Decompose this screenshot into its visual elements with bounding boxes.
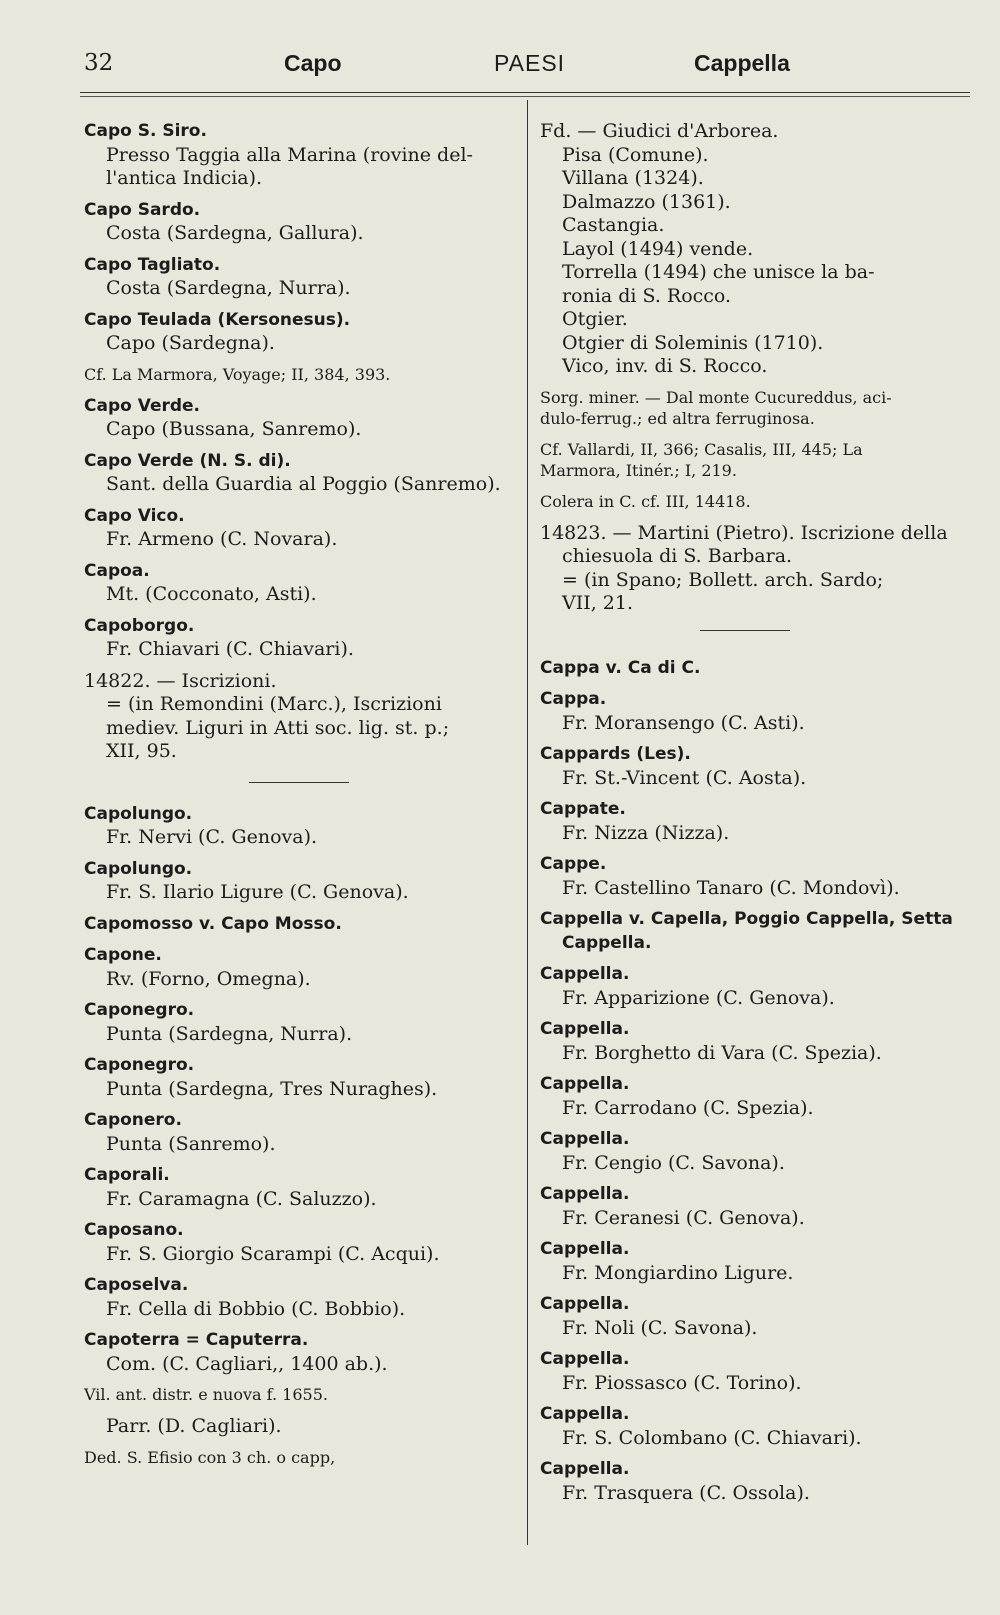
- gazetteer-entry: [84, 120, 514, 191]
- entry-heading: Capo Vico.: [84, 505, 185, 526]
- entry-heading: Cappella v. Capella, Poggio Cappella, Setta: [540, 909, 953, 929]
- entry-heading: Cappella.: [540, 1459, 630, 1479]
- entry-line: l'antica Indicia).: [106, 167, 263, 189]
- entry-heading: Capo Teulada (Kersonesus).: [84, 309, 351, 330]
- entry-line: Cappella.: [562, 932, 652, 953]
- gazetteer-entry: [540, 1183, 972, 1230]
- right-running-title: Cappella: [694, 50, 790, 76]
- reference-note: Vil. ant. distr. e nuova f. 1655.: [84, 1385, 328, 1404]
- feudatario-line: ronia di S. Rocco.: [562, 284, 732, 307]
- feudatario-line: Otgier.: [562, 308, 628, 330]
- gazetteer-entry: [540, 657, 972, 681]
- header-rule: [80, 92, 970, 93]
- feudatario-line: Layol (1494) vende.: [562, 237, 754, 260]
- entry-heading: Cappate.: [540, 799, 626, 819]
- entry-line: Fr. Ceranesi (C. Genova).: [562, 1206, 805, 1229]
- inscription-line: = (in Spano; Bollett. arch. Sardo;: [562, 568, 884, 591]
- entry-heading: Capo Sardo.: [84, 199, 201, 220]
- gazetteer-entry: [540, 688, 972, 735]
- entry-line: Fr. Nizza (Nizza).: [562, 821, 730, 844]
- reference-note: dulo-ferrug.; ed altra ferruginosa.: [540, 408, 815, 428]
- gazetteer-entry: [84, 560, 514, 607]
- gazetteer-entry: [540, 1458, 972, 1505]
- entry-heading: Capo Verde (N. S. di).: [84, 450, 291, 471]
- gazetteer-entry: [84, 803, 514, 850]
- entry-line: Costa (Sardegna, Nurra).: [106, 277, 351, 299]
- entry-line: Com. (C. Cagliari,, 1400 ab.).: [106, 1352, 388, 1375]
- gazetteer-entry: [84, 254, 514, 301]
- gazetteer-entry: [540, 798, 972, 845]
- inscription-line: 14822. — Iscrizioni.: [84, 669, 277, 692]
- gazetteer-entry: [84, 1219, 514, 1266]
- entry-line: Capo (Sardegna).: [106, 332, 275, 354]
- entry-heading: Capoborgo.: [84, 615, 195, 636]
- gazetteer-entry: [84, 615, 514, 662]
- entry-line: Fr. Caramagna (C. Saluzzo).: [106, 1187, 377, 1210]
- entry-heading: Cappella.: [540, 1349, 630, 1369]
- entry-line: Fr. S. Colombano (C. Chiavari).: [562, 1426, 862, 1449]
- feudatario-line: Dalmazzo (1361).: [562, 190, 731, 213]
- reference-note: Marmora, Itinér.; I, 219.: [540, 460, 737, 480]
- gazetteer-entry: [540, 853, 972, 900]
- entry-heading: Cappella.: [540, 1184, 630, 1204]
- running-header: [84, 50, 964, 86]
- entry-line: Capo (Bussana, Sanremo).: [106, 418, 362, 440]
- feudatario-line: Pisa (Comune).: [562, 143, 709, 166]
- reference-note: Cf. Vallardi, II, 366; Casalis, III, 445; La: [540, 439, 863, 459]
- entry-line: Fr. Trasquera (C. Ossola).: [562, 1481, 810, 1504]
- entry-line: Fr. S. Giorgio Scarampi (C. Acqui).: [106, 1242, 440, 1265]
- feudatario-line: Vico, inv. di S. Rocco.: [562, 355, 768, 377]
- inscription-line: = (in Remondini (Marc.), Iscrizioni: [106, 693, 442, 715]
- gazetteer-entry: [84, 944, 514, 991]
- gazetteer-entry: [84, 1054, 514, 1101]
- page-number: 32: [84, 50, 114, 76]
- entry-line: Costa (Sardegna, Gallura).: [106, 222, 364, 244]
- reference-note: Ded. S. Efisio con 3 ch. o capp,: [84, 1447, 336, 1467]
- gazetteer-entry: [540, 1073, 972, 1120]
- entry-heading: Caposano.: [84, 1220, 184, 1240]
- entry-heading: Capo Tagliato.: [84, 254, 221, 275]
- right-notes: [540, 387, 972, 512]
- entry-line: Sant. della Guardia al Poggio (Sanremo).: [106, 473, 501, 495]
- entry-heading: Capolungo.: [84, 803, 193, 824]
- gazetteer-entry: [84, 858, 514, 905]
- entry-line: Fr. Apparizione (C. Genova).: [562, 986, 835, 1009]
- entry-line: Rv. (Forno, Omegna).: [106, 967, 311, 990]
- gazetteer-entry: [84, 1415, 514, 1439]
- entry-heading: Capo Verde.: [84, 395, 201, 416]
- entry-line: Fr. Cengio (C. Savona).: [562, 1151, 785, 1174]
- entry-line: Punta (Sardegna, Nurra).: [106, 1022, 353, 1045]
- gazetteer-entry: [540, 1348, 972, 1395]
- feudatario-line: Villana (1324).: [562, 167, 704, 189]
- gazetteer-entry: [84, 1329, 514, 1376]
- entry-line: Fr. Armeno (C. Novara).: [106, 528, 338, 550]
- entry-heading: Caponegro.: [84, 1000, 195, 1020]
- entry-line: Fr. Noli (C. Savona).: [562, 1316, 758, 1339]
- gazetteer-entry: [540, 1403, 972, 1450]
- entry-heading: Caporali.: [84, 1165, 170, 1185]
- inscription-line: 14823. — Martini (Pietro). Iscrizione della: [540, 521, 948, 544]
- entry-heading: Caposelva.: [84, 1275, 189, 1295]
- gazetteer-entry: [84, 450, 514, 497]
- entry-line: Fr. Moransengo (C. Asti).: [562, 711, 805, 734]
- inscription-14822: [84, 670, 514, 764]
- entry-line: Fr. Castellino Tanaro (C. Mondovì).: [562, 876, 900, 899]
- gazetteer-entry: [84, 309, 514, 356]
- entry-heading: Cappe.: [540, 854, 607, 874]
- gazetteer-entry: [540, 963, 972, 1010]
- entry-heading: Capoterra = Caputerra.: [84, 1330, 309, 1350]
- gazetteer-entry: [84, 1164, 514, 1211]
- left-running-title: Capo: [284, 50, 342, 76]
- entry-heading: Cappella.: [540, 1019, 630, 1039]
- gazetteer-entry: [540, 1238, 972, 1285]
- entry-line: Parr. (D. Cagliari).: [106, 1415, 282, 1437]
- entry-heading: Cappa.: [540, 689, 607, 709]
- entry-line: Fr. Borghetto di Vara (C. Spezia).: [562, 1041, 882, 1064]
- gazetteer-entry: [84, 395, 514, 442]
- entry-heading: Capo S. Siro.: [84, 121, 207, 141]
- entry-line: Fr. St.-Vincent (C. Aosta).: [562, 766, 807, 789]
- entry-line: Fr. S. Ilario Ligure (C. Genova).: [106, 881, 409, 903]
- feudatario-line: Otgier di Soleminis (1710).: [562, 331, 824, 354]
- gazetteer-entry: [540, 1128, 972, 1175]
- reference-note: Cf. La Marmora, Voyage; II, 384, 393.: [84, 364, 391, 384]
- inscription-line: VII, 21.: [562, 592, 634, 614]
- left-column: [84, 120, 514, 1478]
- feudatario-line: Castangia.: [562, 214, 665, 236]
- reference-note: Sorg. miner. — Dal monte Cucureddus, aci-: [540, 387, 892, 407]
- gazetteer-entry: [84, 999, 514, 1046]
- gazetteer-entry: [540, 908, 972, 955]
- entry-heading: Cappella.: [540, 1239, 630, 1259]
- entry-heading: Cappards (Les).: [540, 744, 691, 764]
- gazetteer-entry: [540, 1293, 972, 1340]
- gazetteer-entry: [84, 199, 514, 246]
- entry-line: Fr. Mongiardino Ligure.: [562, 1261, 794, 1284]
- header-rule-secondary: [80, 96, 970, 97]
- entry-heading: Caponegro.: [84, 1055, 195, 1075]
- right-column: [540, 120, 972, 1513]
- entry-heading: Capone.: [84, 945, 162, 965]
- inscription-line: XII, 95.: [106, 740, 177, 762]
- right-entries: [540, 657, 972, 1506]
- entry-heading: Cappella.: [540, 1129, 630, 1149]
- gazetteer-entry: [84, 1109, 514, 1156]
- gazetteer-entry: [84, 505, 514, 552]
- entry-heading: Cappella.: [540, 1074, 630, 1094]
- entry-heading: Cappella.: [540, 1404, 630, 1424]
- column-divider: [527, 100, 528, 1545]
- entry-line: Fr. Carrodano (C. Spezia).: [562, 1096, 814, 1119]
- inscription-14823: [540, 522, 972, 616]
- entry-heading: Cappa v. Ca di C.: [540, 657, 701, 678]
- section-separator: [249, 782, 349, 783]
- entry-heading: Capomosso v. Capo Mosso.: [84, 913, 342, 934]
- entry-line: Fr. Cella di Bobbio (C. Bobbio).: [106, 1297, 406, 1320]
- inscription-line: chiesuola di S. Barbara.: [562, 545, 793, 567]
- entry-heading: Cappella.: [540, 964, 630, 984]
- entry-line: Punta (Sardegna, Tres Nuraghes).: [106, 1077, 438, 1100]
- entry-line: Fr. Chiavari (C. Chiavari).: [106, 638, 354, 660]
- gazetteer-entry: [540, 743, 972, 790]
- entry-line: Mt. (Cocconato, Asti).: [106, 583, 317, 605]
- feudatari-list: [540, 120, 972, 379]
- entry-heading: Capoa.: [84, 560, 150, 581]
- gazetteer-entry: [84, 1274, 514, 1321]
- section-separator: [700, 630, 790, 631]
- gazetteer-entry: [540, 1018, 972, 1065]
- entry-heading: Caponero.: [84, 1110, 182, 1130]
- entry-line: Fr. Nervi (C. Genova).: [106, 826, 318, 848]
- entry-line: Punta (Sanremo).: [106, 1132, 276, 1155]
- gazetteer-entry: [84, 913, 514, 937]
- entry-line: Presso Taggia alla Marina (rovine del-: [106, 143, 473, 166]
- entry-heading: Cappella.: [540, 1294, 630, 1314]
- feudatario-line: Torrella (1494) che unisce la ba-: [562, 261, 875, 283]
- entry-line: Fr. Piossasco (C. Torino).: [562, 1371, 802, 1394]
- reference-note: Colera in C. cf. III, 14418.: [540, 491, 751, 511]
- center-running-title: PAESI: [494, 50, 566, 76]
- feudatario-line: Fd. — Giudici d'Arborea.: [540, 120, 779, 142]
- inscription-line: mediev. Liguri in Atti soc. lig. st. p.;: [106, 716, 450, 739]
- entry-heading: Capolungo.: [84, 858, 193, 879]
